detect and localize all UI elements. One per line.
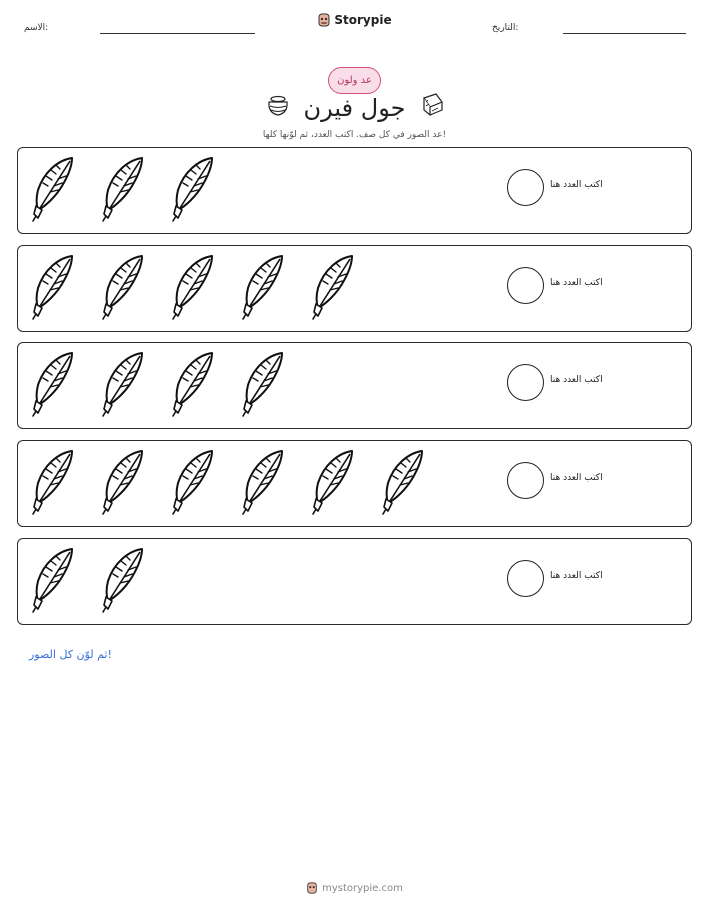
worksheet-title: جول فيرن <box>303 94 406 122</box>
footer-brand <box>0 880 709 899</box>
write-number-label: اكتب العدد هنا <box>550 571 603 581</box>
storypie-mascot-icon <box>317 12 331 28</box>
letter-parcel-icon <box>418 90 446 122</box>
feather-quill-icon <box>98 252 146 322</box>
footer-site[interactable]: mystorypie.com <box>322 882 403 894</box>
answer-circle[interactable] <box>507 462 544 499</box>
feather-quill-icon <box>238 349 286 419</box>
feather-quill-icon <box>98 349 146 419</box>
feather-quill-icon <box>28 349 76 419</box>
feather-quill-icon <box>378 447 426 517</box>
answer-circle[interactable] <box>507 169 544 206</box>
write-number-label: اكتب العدد هنا <box>550 180 603 190</box>
write-number-label: اكتب العدد هنا <box>550 473 603 483</box>
answer-circle[interactable] <box>507 267 544 304</box>
count-row <box>17 440 692 527</box>
feather-group <box>28 154 216 224</box>
instructions: عد الصور في كل صف. اكتب العدد، ثم لوّنها كلها! <box>262 130 447 140</box>
storypie-mascot-icon <box>306 881 318 895</box>
feather-group <box>28 252 356 322</box>
feather-quill-icon <box>98 545 146 615</box>
feather-quill-icon <box>308 447 356 517</box>
feather-quill-icon <box>28 545 76 615</box>
count-row <box>17 147 692 234</box>
feather-quill-icon <box>28 252 76 322</box>
name-line[interactable] <box>100 33 255 34</box>
feather-group <box>28 447 426 517</box>
answer-circle[interactable] <box>507 364 544 401</box>
feather-group <box>28 349 286 419</box>
feather-quill-icon <box>28 154 76 224</box>
feather-group <box>28 545 146 615</box>
feather-quill-icon <box>98 154 146 224</box>
answer-circle[interactable] <box>507 560 544 597</box>
brand-name: Storypie <box>334 13 392 27</box>
feather-quill-icon <box>168 447 216 517</box>
activity-badge: عد ولون <box>328 67 381 94</box>
count-row <box>17 342 692 429</box>
count-row <box>17 538 692 625</box>
date-label: التاريخ: <box>492 23 519 33</box>
feather-quill-icon <box>238 252 286 322</box>
feather-quill-icon <box>168 252 216 322</box>
feather-quill-icon <box>98 447 146 517</box>
write-number-label: اكتب العدد هنا <box>550 278 603 288</box>
name-label: الاسم: <box>24 23 49 33</box>
brand-logo <box>0 12 709 32</box>
feather-quill-icon <box>168 349 216 419</box>
date-line[interactable] <box>563 33 686 34</box>
feather-quill-icon <box>28 447 76 517</box>
coloring-note: ثم لوّن كل الصور! <box>29 648 112 661</box>
feather-quill-icon <box>238 447 286 517</box>
write-number-label: اكتب العدد هنا <box>550 375 603 385</box>
feather-quill-icon <box>308 252 356 322</box>
count-row <box>17 245 692 332</box>
feather-quill-icon <box>168 154 216 224</box>
